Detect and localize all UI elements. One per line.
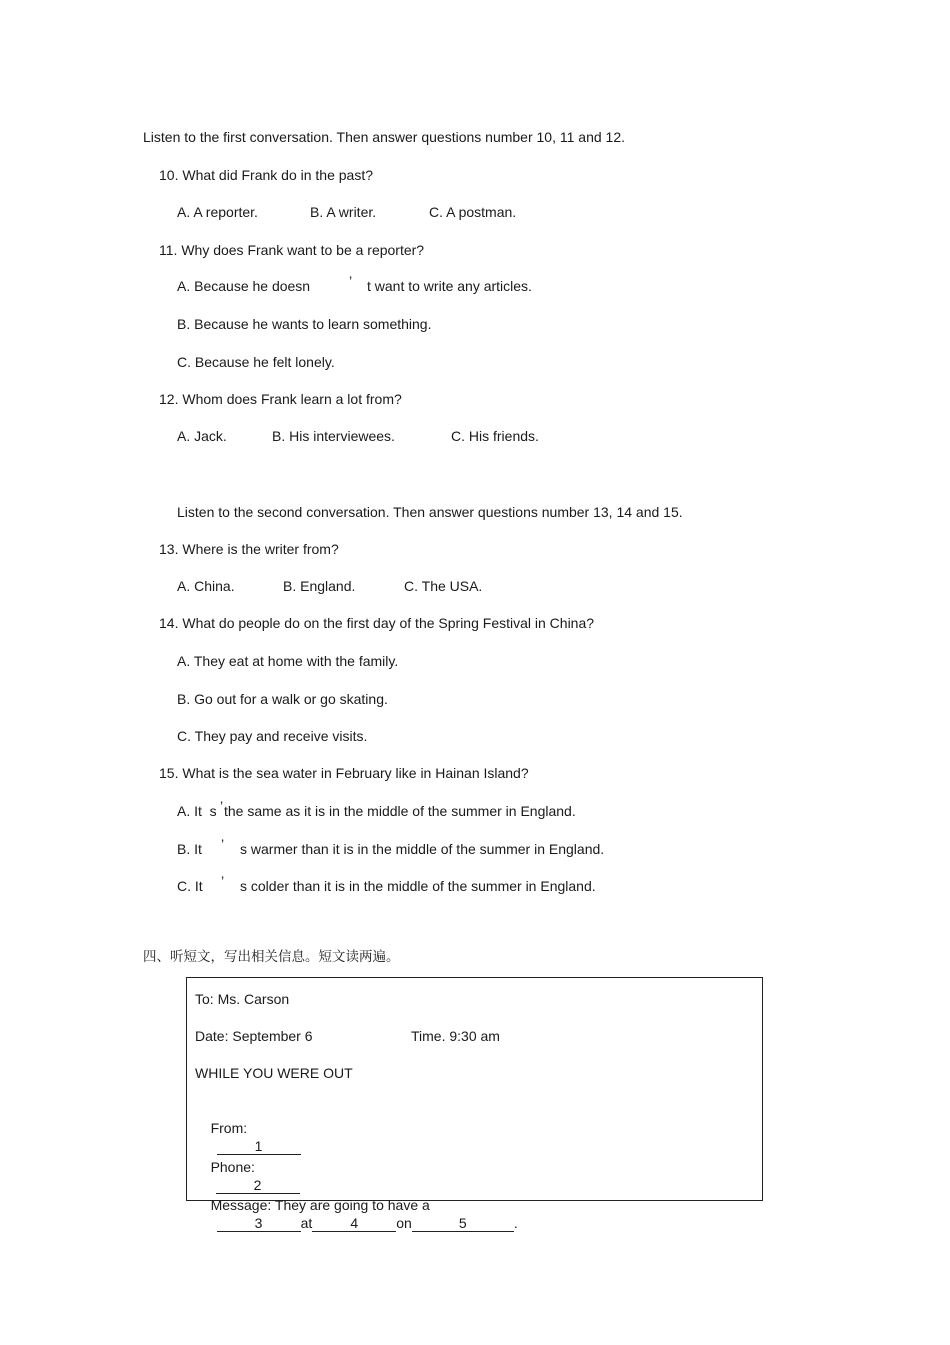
memo-message-row [195, 1178, 518, 1250]
memo-date: Date: September 6 [195, 1028, 313, 1044]
question-10-option-b: B. A writer. [310, 204, 377, 220]
question-13: 13. Where is the writer from? [159, 541, 339, 557]
question-12: 12. Whom does Frank learn a lot from? [159, 391, 402, 407]
blank-3-field[interactable]: 3 [217, 1215, 301, 1232]
memo-phone-label: Phone: [210, 1159, 255, 1175]
memo-period: . [513, 1215, 518, 1231]
conversation-2-instructions: Listen to the second conversation. Then answer questions number 13, 14 and 15. [177, 504, 683, 520]
question-15-option-c-end: s colder than it is in the middle of the summer in England. [240, 878, 596, 894]
question-10-option-a: A. A reporter. [177, 204, 258, 220]
memo-message-label: Message: They are going to have a [210, 1197, 430, 1213]
question-12-option-c: C. His friends. [451, 428, 539, 444]
memo-time: Time. 9:30 am [411, 1028, 500, 1044]
memo-on-label: on [396, 1215, 412, 1231]
question-11: 11. Why does Frank want to be a reporter? [159, 242, 425, 258]
question-15-option-a-start: A. It s [177, 803, 217, 819]
question-15-option-a-end: the same as it is in the middle of the summer in England. [224, 803, 576, 819]
question-14-option-c: C. They pay and receive visits. [177, 728, 368, 744]
question-13-option-c: C. The USA. [404, 578, 483, 594]
blank-2-field[interactable]: 2 [216, 1177, 300, 1194]
question-13-option-a: A. China. [177, 578, 235, 594]
question-15-option-b-end: s warmer than it is in the middle of the summer in England. [240, 841, 605, 857]
apostrophe-mark: ’ [220, 798, 224, 814]
question-14-option-a: A. They eat at home with the family. [177, 653, 399, 669]
blank-1-field[interactable]: 1 [217, 1138, 301, 1155]
apostrophe-mark: ’ [221, 836, 225, 852]
question-14-option-b: B. Go out for a walk or go skating. [177, 691, 388, 707]
blank-4-field[interactable]: 4 [312, 1215, 396, 1232]
memo-from-label: From: [210, 1120, 248, 1136]
question-11-option-c: C. Because he felt lonely. [177, 354, 335, 370]
apostrophe-mark: ’ [221, 873, 225, 889]
memo-to: To: Ms. Carson [195, 991, 290, 1007]
question-10: 10. What did Frank do in the past? [159, 167, 374, 183]
question-11-option-a-start: A. Because he doesn [177, 278, 311, 294]
question-15: 15. What is the sea water in February like in Hainan Island? [159, 765, 529, 781]
phone-message-memo [186, 977, 763, 1231]
apostrophe-mark: ’ [349, 273, 353, 289]
question-12-option-b: B. His interviewees. [272, 428, 395, 444]
question-11-option-a-end: t want to write any articles. [367, 278, 532, 294]
question-10-option-c: C. A postman. [429, 204, 517, 220]
question-12-option-a: A. Jack. [177, 428, 227, 444]
conversation-1-instructions: Listen to the first conversation. Then answer questions number 10, 11 and 12. [143, 129, 625, 145]
part-4-heading: 四、听短文，写出相关信息。短文读两遍。 [143, 949, 400, 965]
question-11-option-b: B. Because he wants to learn something. [177, 316, 432, 332]
question-15-option-c-start: C. It [177, 878, 203, 894]
question-14: 14. What do people do on the first day of the Spring Festival in China? [159, 615, 595, 631]
blank-5-field[interactable]: 5 [412, 1215, 514, 1232]
memo-at-label: at [300, 1215, 313, 1231]
question-13-option-b: B. England. [283, 578, 356, 594]
memo-title: WHILE YOU WERE OUT [195, 1065, 353, 1081]
question-15-option-b-start: B. It [177, 841, 202, 857]
